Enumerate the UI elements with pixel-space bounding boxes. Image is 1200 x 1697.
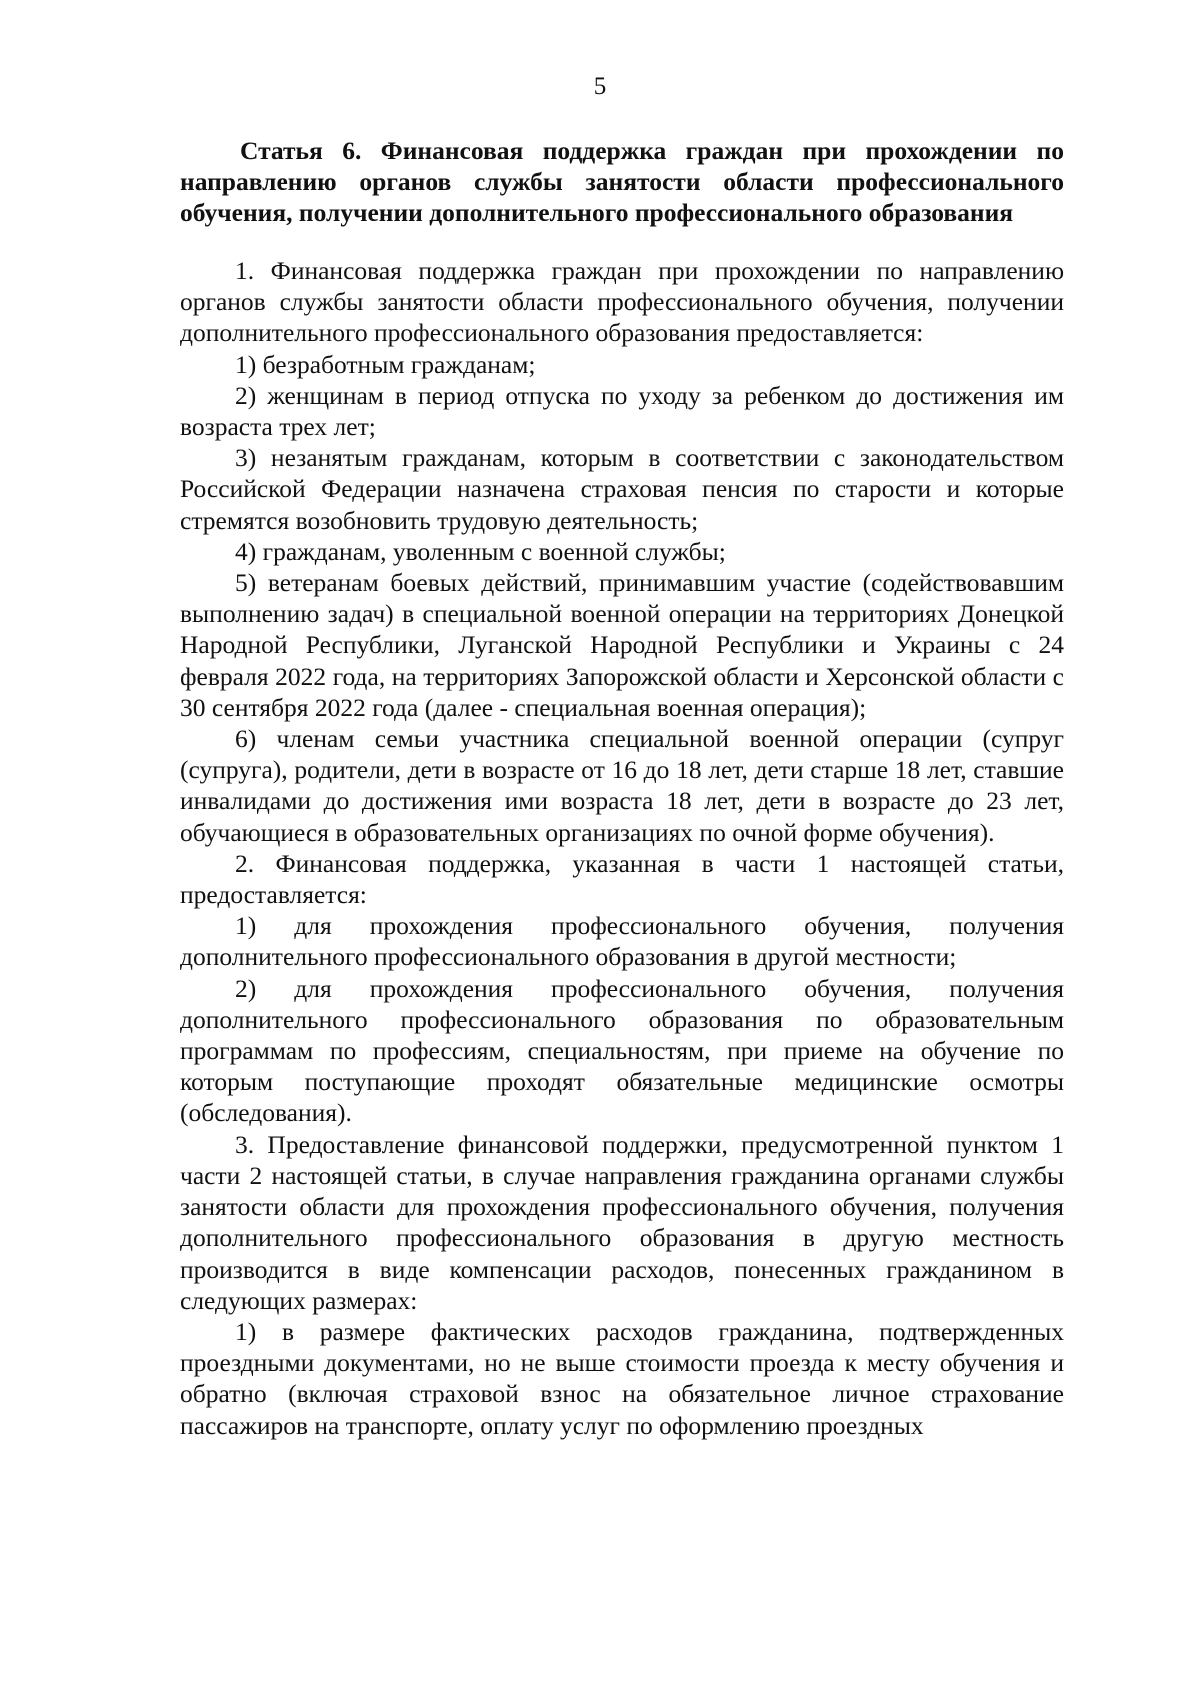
article-heading: Статья 6. Финансовая поддержка граждан при прохождении по направлению органов службы занятости области профессионального обучения, получении дополнительного профессионального образования (180, 136, 1064, 227)
list-item: 5) ветеранам боевых действий, принимавшим участие (содействовавшим выполнению задач) в специальной военной операции на территориях Донецкой Народной Республики, Луганской Народной Республики и Украины с 24 февраля 2022 года, на территориях Запорожской области и Херсонской области с 30 сентября 2022 года (далее - специальная военная операция); (180, 568, 1064, 722)
list-item: 1) безработным гражданам; (235, 349, 536, 379)
list-item: 2) женщинам в период отпуска по уходу за ребенком до достижения им возраста трех лет; (180, 380, 1064, 442)
paragraph: 2. Финансовая поддержка, указанная в части 1 настоящей статьи, предоставляется: (180, 848, 1064, 910)
paragraph: 1. Финансовая поддержка граждан при прохождении по направлению органов службы занятости области профессионального обучения, получении дополнительного профессионального образования предоставляется: (180, 256, 1064, 348)
list-item: 1) в размере фактических расходов гражданина, подтвержденных проездными документами, но не выше стоимости проезда к месту обучения и обратно (включая страховой взнос на обязательное личное страхование пассажиров на транспорте, оплату услуг по оформлению проездных (180, 1316, 1064, 1440)
list-item: 2) для прохождения профессионального обучения, получения дополнительного профессионального образования по образовательным программам по профессиям, специальностям, при приеме на обучение по которым поступающие проходят обязательные медицинские осмотры (обследования). (180, 973, 1064, 1128)
list-item: 6) членам семьи участника специальной военной операции (супруг (супруга), родители, дети в возрасте от 16 до 18 лет, дети старше 18 лет, ставшие инвалидами до достижения ими возраста 18 лет, дети в возрасте до 23 лет, обучающиеся в образовательных организациях по очной форме обучения). (180, 724, 1064, 847)
paragraph: 3. Предоставление финансовой поддержки, предусмотренной пунктом 1 части 2 настоящей статьи, в случае направления гражданина органами службы занятости области для прохождения профессионального обучения, получения дополнительного профессионального образования в другую местность производится в виде компенсации расходов, понесенных гражданином в следующих размерах: (180, 1129, 1064, 1315)
list-item: 3) незанятым гражданам, которым в соответствии с законодательством Российской Федерации назначена страховая пенсия по старости и которые стремятся возобновить трудовую деятельность; (180, 443, 1064, 535)
page-number: 5 (593, 73, 607, 100)
article-body (180, 255, 1064, 1441)
list-item: 4) гражданам, уволенным с военной службы; (235, 536, 726, 566)
list-item: 1) для прохождения профессионального обучения, получения дополнительного профессионального образования в другой местности; (180, 911, 1064, 972)
